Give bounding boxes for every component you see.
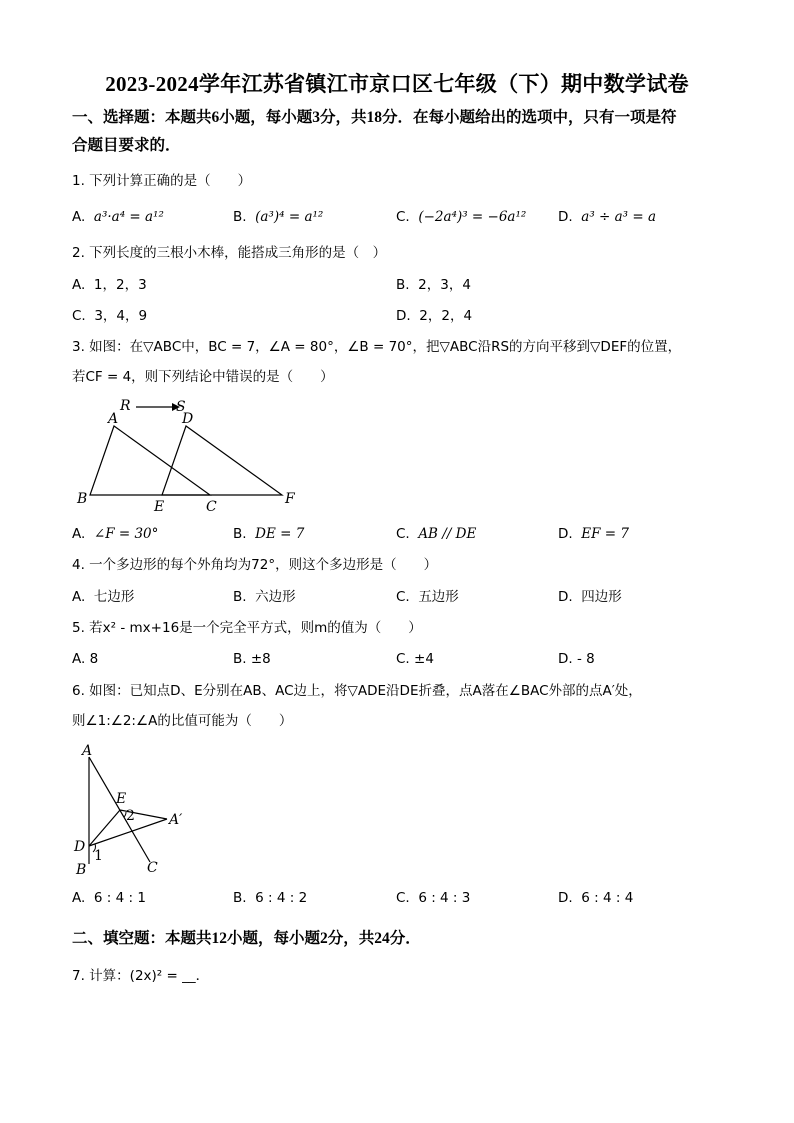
option-letter: C.	[396, 209, 410, 225]
segment-ac	[89, 757, 150, 862]
option-letter: B.	[233, 651, 247, 667]
option-letter: C.	[396, 589, 410, 605]
question-3-stem	[72, 332, 752, 392]
question-6-stem-line2: 则∠1:∠2:∠A的比值可能为（ ）	[72, 713, 293, 729]
question-2-option-c	[72, 306, 147, 326]
option-expr: 8	[89, 651, 99, 667]
question-6-stem-line1: 6. 如图：已知点D、E分别在AB、AC边上，将▽ADE沿DE折叠，点A落在∠BAC外部的点A′处，	[72, 683, 642, 699]
label-b: B	[77, 491, 88, 507]
option-expr: EF = 7	[581, 526, 629, 542]
option-letter: A.	[72, 589, 86, 605]
option-letter: D.	[558, 589, 573, 605]
option-letter: D.	[558, 526, 573, 542]
question-3-option-a	[72, 524, 158, 544]
question-4-option-c	[396, 587, 459, 607]
question-2-option-a	[72, 275, 147, 295]
option-letter: C.	[396, 526, 410, 542]
section-1-heading-line1: 一、选择题：本题共6小题，每小题3分，共18分．在每小题给出的选项中，只有一项是符	[72, 109, 677, 126]
question-1-option-c	[396, 207, 526, 227]
label-d: D	[182, 411, 194, 427]
question-5-option-a	[72, 649, 98, 669]
option-expr: 七边形	[93, 589, 135, 605]
question-6-stem	[72, 676, 752, 736]
question-3-option-d	[558, 524, 629, 544]
option-expr: 六边形	[255, 589, 296, 605]
question-5-option-c	[396, 649, 434, 669]
label-s: S	[176, 399, 186, 415]
option-letter: A.	[72, 526, 86, 542]
option-expr: 1，2，3	[93, 277, 147, 293]
option-expr: 2，2，4	[419, 308, 473, 324]
question-4-option-a	[72, 587, 134, 607]
label-e: E	[154, 499, 165, 515]
option-expr: DE = 7	[255, 526, 305, 542]
option-expr: 6 : 4 : 2	[255, 890, 308, 906]
question-2-stem: 2. 下列长度的三根小木棒，能搭成三角形的是（ ）	[72, 245, 387, 261]
option-expr: - 8	[576, 651, 595, 667]
option-expr: (a³)⁴ = a¹²	[255, 209, 324, 225]
label-a-prime: A′	[169, 812, 183, 828]
option-expr: 四边形	[581, 589, 622, 605]
option-letter: C.	[72, 308, 86, 324]
option-expr: AB // DE	[418, 526, 477, 542]
question-5-option-b	[233, 649, 271, 669]
option-letter: A.	[72, 890, 86, 906]
question-1-option-d	[558, 207, 656, 227]
question-2-option-d	[396, 306, 472, 326]
option-letter: B.	[233, 589, 247, 605]
option-letter: A.	[72, 209, 86, 225]
section-2-heading: 二、填空题：本题共12小题，每小题2分，共24分．	[72, 930, 421, 947]
question-3-stem-line1: 3. 如图：在▽ABC中，BC = 7，∠A = 80°，∠B = 70°，把▽ABC沿RS的方向平移到▽DEF的位置，	[72, 339, 682, 355]
option-letter: C.	[396, 651, 410, 667]
question-3-stem-line2: 若CF = 4，则下列结论中错误的是（ ）	[72, 369, 334, 385]
option-letter: B.	[233, 890, 247, 906]
label-d: D	[74, 839, 86, 855]
option-letter: A.	[72, 277, 86, 293]
label-angle-1: 1	[94, 848, 103, 864]
option-letter: D.	[396, 308, 411, 324]
option-expr: a³·a⁴ = a¹²	[93, 209, 164, 225]
option-letter: C.	[396, 890, 410, 906]
label-angle-2: 2	[126, 808, 135, 824]
label-r: R	[120, 398, 131, 414]
option-expr: 3，4，9	[94, 308, 148, 324]
option-letter: D.	[558, 890, 573, 906]
question-5-stem: 5. 若x² - mx+16是一个完全平方式，则m的值为（ ）	[72, 620, 422, 636]
option-letter: A.	[72, 651, 86, 667]
option-letter: D.	[558, 209, 573, 225]
triangle-def	[162, 426, 282, 495]
question-6-option-a	[72, 888, 146, 908]
section-1-heading-line2: 合题目要求的．	[72, 137, 181, 154]
question-2-option-b	[396, 275, 471, 295]
option-expr: a³ ÷ a³ = a	[581, 209, 657, 225]
question-1-option-b	[233, 207, 323, 227]
option-letter: B.	[396, 277, 410, 293]
question-6-option-b	[233, 888, 307, 908]
question-4-option-d	[558, 587, 622, 607]
question-6-figure	[72, 740, 202, 880]
label-e: E	[116, 791, 127, 807]
triangle-abc	[90, 426, 210, 495]
question-7-stem: 7. 计算：(2x)² = __．	[72, 968, 210, 984]
question-6-option-c	[396, 888, 470, 908]
option-expr: ±4	[414, 651, 434, 667]
label-a: A	[108, 411, 119, 427]
translation-arrow	[136, 403, 180, 411]
option-expr: (−2a⁴)³ = −6a¹²	[418, 209, 527, 225]
question-1-option-a	[72, 207, 164, 227]
option-letter: D.	[558, 651, 573, 667]
option-expr: ∠F = 30°	[93, 526, 159, 542]
label-c: C	[206, 499, 217, 515]
question-3-option-c	[396, 524, 476, 544]
label-f: F	[285, 491, 295, 507]
question-4-option-b	[233, 587, 296, 607]
label-a: A	[82, 743, 93, 759]
label-b: B	[76, 862, 87, 878]
option-letter: B.	[233, 526, 247, 542]
question-5-option-d	[558, 649, 595, 669]
option-expr: 五边形	[418, 589, 459, 605]
option-expr: 6 : 4 : 4	[581, 890, 634, 906]
option-expr: ±8	[250, 651, 271, 667]
question-4-stem: 4. 一个多边形的每个外角均为72°，则这个多边形是（ ）	[72, 557, 438, 573]
label-c: C	[147, 860, 158, 876]
section-1-heading	[72, 104, 732, 160]
option-letter: B.	[233, 209, 247, 225]
question-6-option-d	[558, 888, 633, 908]
question-3-option-b	[233, 524, 304, 544]
question-1-stem: 1. 下列计算正确的是（ ）	[72, 173, 252, 189]
option-expr: 6 : 4 : 1	[93, 890, 146, 906]
question-3-figure	[72, 395, 312, 515]
option-expr: 6 : 4 : 3	[418, 890, 471, 906]
page-title: 2023-2024学年江苏省镇江市京口区七年级（下）期中数学试卷	[105, 72, 689, 96]
option-expr: 2，3，4	[418, 277, 471, 293]
